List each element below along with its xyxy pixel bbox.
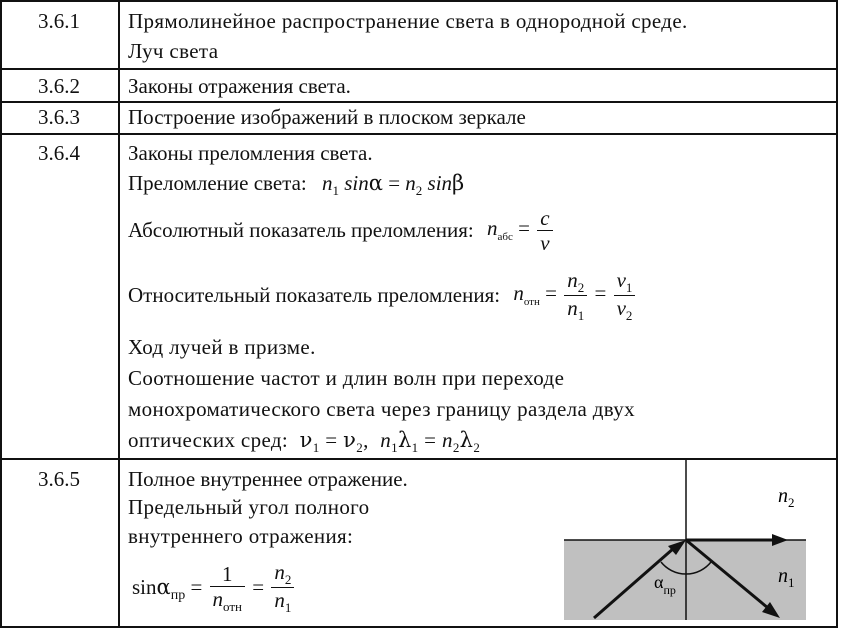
numerator — [614, 268, 636, 296]
row-number: 3.6.3 — [38, 105, 80, 129]
absolute-formula — [487, 206, 555, 255]
subscript: 1 — [332, 183, 339, 198]
relative-label: Относительный показатель преломления: — [128, 283, 501, 307]
text-line: Полное внутреннее отражение. — [128, 467, 408, 491]
fraction — [210, 562, 245, 614]
row-divider — [0, 133, 838, 135]
equals-sign: = — [518, 216, 530, 241]
subscript: 2 — [356, 440, 364, 455]
text-line: Построение изображений в плоском зеркале — [128, 105, 526, 129]
row-number: 3.6.4 — [38, 141, 80, 165]
equals-sign: = — [388, 171, 401, 195]
equals-sign: = — [424, 428, 437, 452]
n-symbol: n — [567, 296, 578, 320]
row-divider — [0, 68, 838, 70]
refraction-label: Преломление света: — [128, 171, 307, 195]
denominator — [614, 296, 636, 323]
subscript: 1 — [625, 280, 633, 295]
subscript: 2 — [452, 440, 460, 455]
prism-line: Ход лучей в призме. — [128, 335, 316, 359]
relative-index — [128, 268, 637, 323]
lambda-symbol: λ — [459, 428, 474, 452]
subscript: отн — [523, 296, 540, 309]
subscript: 2 — [284, 572, 292, 587]
n-symbol: n — [274, 588, 285, 612]
subscript: 2 — [577, 280, 585, 295]
row-number: 3.6.5 — [38, 467, 80, 491]
subscript: 1 — [411, 440, 419, 455]
sin-symbol: sin — [427, 171, 453, 195]
equals-sign: = — [190, 575, 203, 599]
numerator — [564, 268, 587, 296]
section-title: Законы преломления света. — [128, 141, 373, 165]
fraction — [564, 268, 587, 323]
fraction — [271, 560, 294, 615]
text-line: Законы отражения света. — [128, 74, 351, 98]
sin-symbol: sin — [344, 171, 369, 195]
v-symbol: v — [616, 296, 626, 320]
n-symbol: n — [212, 586, 224, 611]
text-line: Предельный угол полного — [128, 495, 370, 519]
absolute-index — [128, 206, 555, 255]
subscript: 2 — [625, 308, 633, 323]
comma: , — [363, 428, 369, 452]
subscript: абс — [497, 231, 513, 244]
ratio-formula-line — [128, 427, 480, 456]
equals-sign: = — [325, 428, 338, 452]
n-symbol: n — [513, 281, 524, 306]
subscript: 1 — [391, 440, 398, 455]
ratio-line: Соотношение частот и длин волн при переходе — [128, 366, 565, 390]
column-divider — [118, 0, 120, 628]
row-number: 3.6.1 — [38, 9, 80, 33]
alpha-symbol: α — [368, 171, 383, 195]
absolute-label: Абсолютный показатель преломления: — [128, 218, 474, 242]
label-n2: $n_2$ — [778, 485, 795, 510]
refraction-formula — [321, 171, 465, 198]
row-divider — [0, 101, 838, 103]
ratio-formula — [299, 428, 481, 455]
n-symbol: n — [274, 560, 285, 584]
critical-angle-formula — [132, 560, 296, 615]
denominator: v — [540, 231, 550, 255]
fraction — [614, 268, 636, 323]
subscript: 2 — [415, 183, 423, 198]
relative-formula — [513, 268, 637, 323]
v-symbol: v — [616, 268, 626, 292]
lambda-symbol: λ — [398, 428, 412, 452]
denominator — [210, 587, 245, 614]
n-symbol: n — [405, 171, 416, 195]
alpha-symbol: α — [156, 575, 171, 599]
equals-sign: = — [594, 281, 607, 306]
text-line: Луч света — [128, 39, 219, 63]
n-symbol: n — [321, 171, 333, 195]
denominator — [564, 296, 587, 323]
refraction-law — [128, 170, 464, 199]
subscript: пр — [170, 588, 186, 603]
numerator: c — [537, 206, 552, 231]
denominator — [271, 588, 294, 615]
numerator: 1 — [210, 562, 245, 587]
subscript: 1 — [284, 600, 292, 615]
ratio-label: оптических сред: — [128, 428, 289, 452]
subscript: 2 — [473, 440, 481, 455]
row-number: 3.6.2 — [38, 74, 80, 98]
subscript: 1 — [577, 308, 585, 323]
subscript: 1 — [312, 440, 320, 455]
beta-symbol: β — [452, 171, 465, 195]
n-symbol: n — [487, 216, 498, 241]
n-symbol: n — [441, 428, 453, 452]
total-internal-reflection-diagram — [562, 460, 808, 622]
n-symbol: n — [567, 268, 578, 292]
numerator — [271, 560, 294, 588]
text-line: Прямолинейное распространение света в однородной среде. — [128, 9, 688, 33]
nu-symbol: ν — [299, 428, 313, 452]
equals-sign: = — [252, 575, 265, 599]
subscript: отн — [223, 598, 243, 614]
text-line: внутреннего отражения: — [128, 524, 354, 548]
angle-label: $\alpha_{пр}$ — [654, 572, 676, 597]
equals-sign: = — [545, 281, 557, 306]
n-symbol: n — [380, 428, 392, 452]
table-border-right — [836, 0, 838, 628]
table-border-top — [0, 0, 838, 2]
sin-symbol: sin — [132, 575, 157, 599]
fraction — [537, 206, 552, 255]
nu-symbol: ν — [343, 428, 357, 452]
label-n1: $n_1$ — [778, 565, 795, 590]
table-border-bottom — [0, 626, 838, 628]
ratio-line: монохроматического света через границу раздела двух — [128, 397, 636, 421]
